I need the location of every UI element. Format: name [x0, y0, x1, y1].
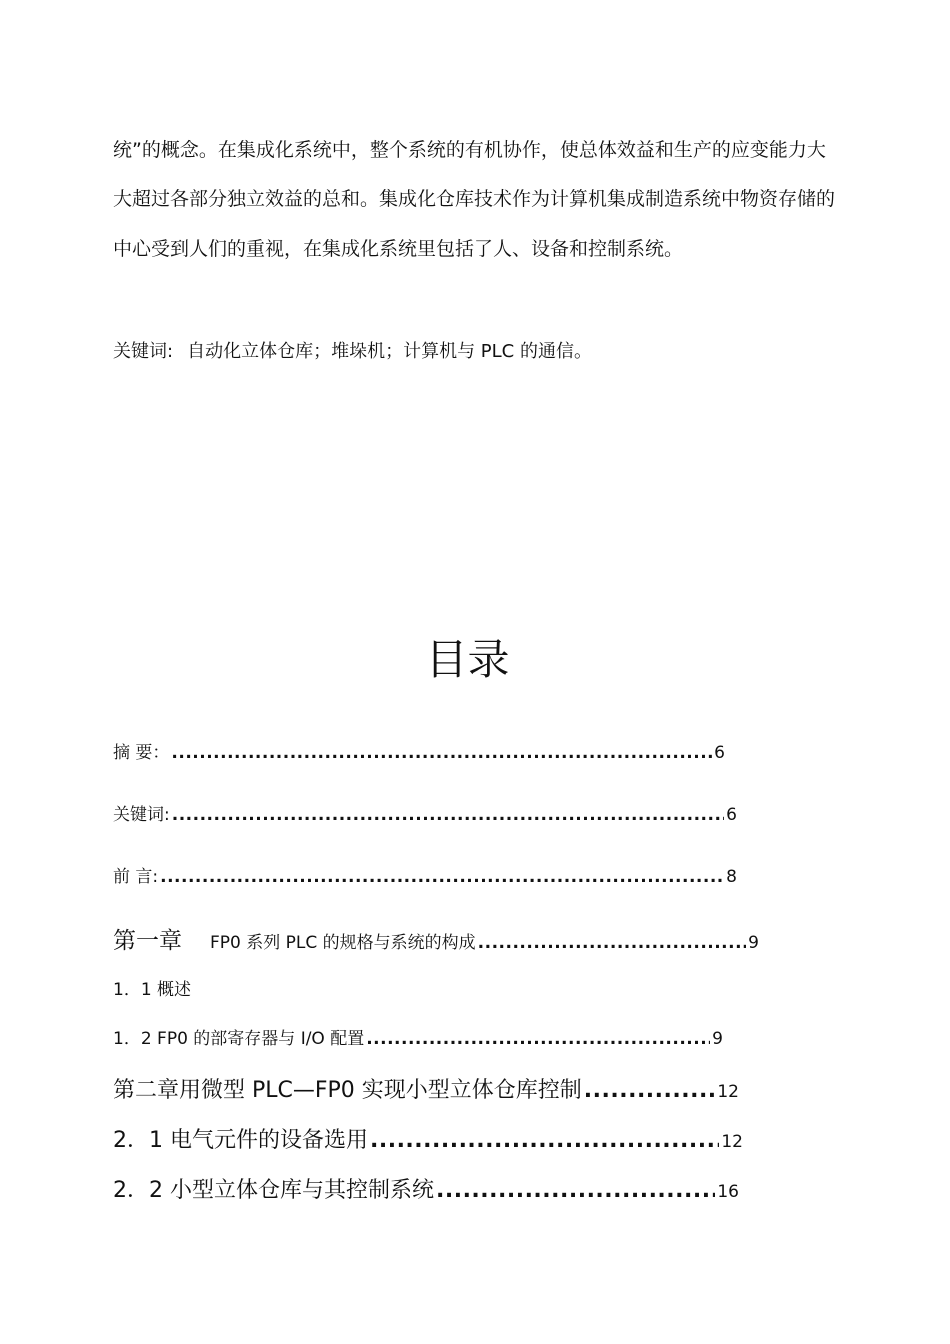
keywords-text: 自动化立体仓库；堆垛机；计算机与 PLC 的通信。	[187, 341, 592, 362]
toc-page-number: 6	[726, 805, 737, 825]
toc-entry-label: 1．2 FP0 的部寄存器与 I/O 配置	[113, 1029, 365, 1049]
toc-entry-label: 摘 要：	[113, 743, 170, 763]
toc-entry-1-1[interactable]	[113, 975, 191, 1000]
toc-page-number: 9	[748, 933, 759, 953]
toc-entry-label: FP0 系列 PLC 的规格与系统的构成	[210, 933, 476, 953]
toc-chapter-label: 第一章	[113, 928, 182, 954]
toc-leader-dots	[436, 1178, 715, 1203]
toc-title: 目录	[425, 635, 510, 684]
toc-entry-label: 2．1 电气元件的设备选用	[113, 1128, 368, 1153]
toc-page-number: 6	[714, 743, 725, 763]
toc-entry-label: 第二章用微型 PLC—FP0 实现小型立体仓库控制	[113, 1078, 582, 1103]
toc-page-number: 8	[726, 867, 737, 887]
toc-page-number: 12	[721, 1132, 743, 1152]
toc-entry-label: 前 言:	[113, 867, 159, 887]
toc-leader-dots	[478, 933, 747, 953]
toc-leader-dots	[171, 743, 712, 763]
toc-page-number: 12	[717, 1082, 739, 1102]
toc-entry-chapter-2[interactable]	[113, 1073, 739, 1104]
paragraph-line-1: 统”的概念。在集成化系统中，整个系统的有机协作，使总体效益和生产的应变能力大	[113, 139, 826, 161]
toc-entry-preface[interactable]	[113, 862, 737, 887]
toc-leader-dots	[172, 805, 724, 825]
paragraph-line-2: 大超过各部分独立效益的总和。集成化仓库技术作为计算机集成制造系统中物资存储的	[113, 188, 836, 210]
toc-entry-keywords[interactable]	[113, 800, 737, 825]
toc-entry-label: 2．2 小型立体仓库与其控制系统	[113, 1178, 434, 1203]
toc-leader-dots	[584, 1078, 716, 1103]
toc-page-number: 16	[717, 1182, 739, 1202]
toc-page-number: 9	[712, 1029, 723, 1049]
toc-leader-dots	[160, 867, 724, 887]
toc-entry-1-2[interactable]	[113, 1024, 723, 1049]
toc-leader-dots	[370, 1128, 719, 1153]
toc-entry-label: 关键词:	[113, 805, 170, 825]
toc-leader-dots	[366, 1029, 710, 1049]
toc-entry-2-1[interactable]	[113, 1123, 743, 1154]
toc-entry-chapter-1[interactable]	[113, 922, 759, 955]
keywords-label: 关键词:	[113, 341, 174, 362]
toc-entry-abstract[interactable]	[113, 738, 725, 763]
toc-entry-label: 1．1 概述	[113, 980, 192, 1000]
keywords-line	[113, 337, 592, 363]
paragraph-line-3: 中心受到人们的重视，在集成化系统里包括了人、设备和控制系统。	[113, 238, 684, 260]
toc-entry-2-2[interactable]	[113, 1173, 739, 1204]
